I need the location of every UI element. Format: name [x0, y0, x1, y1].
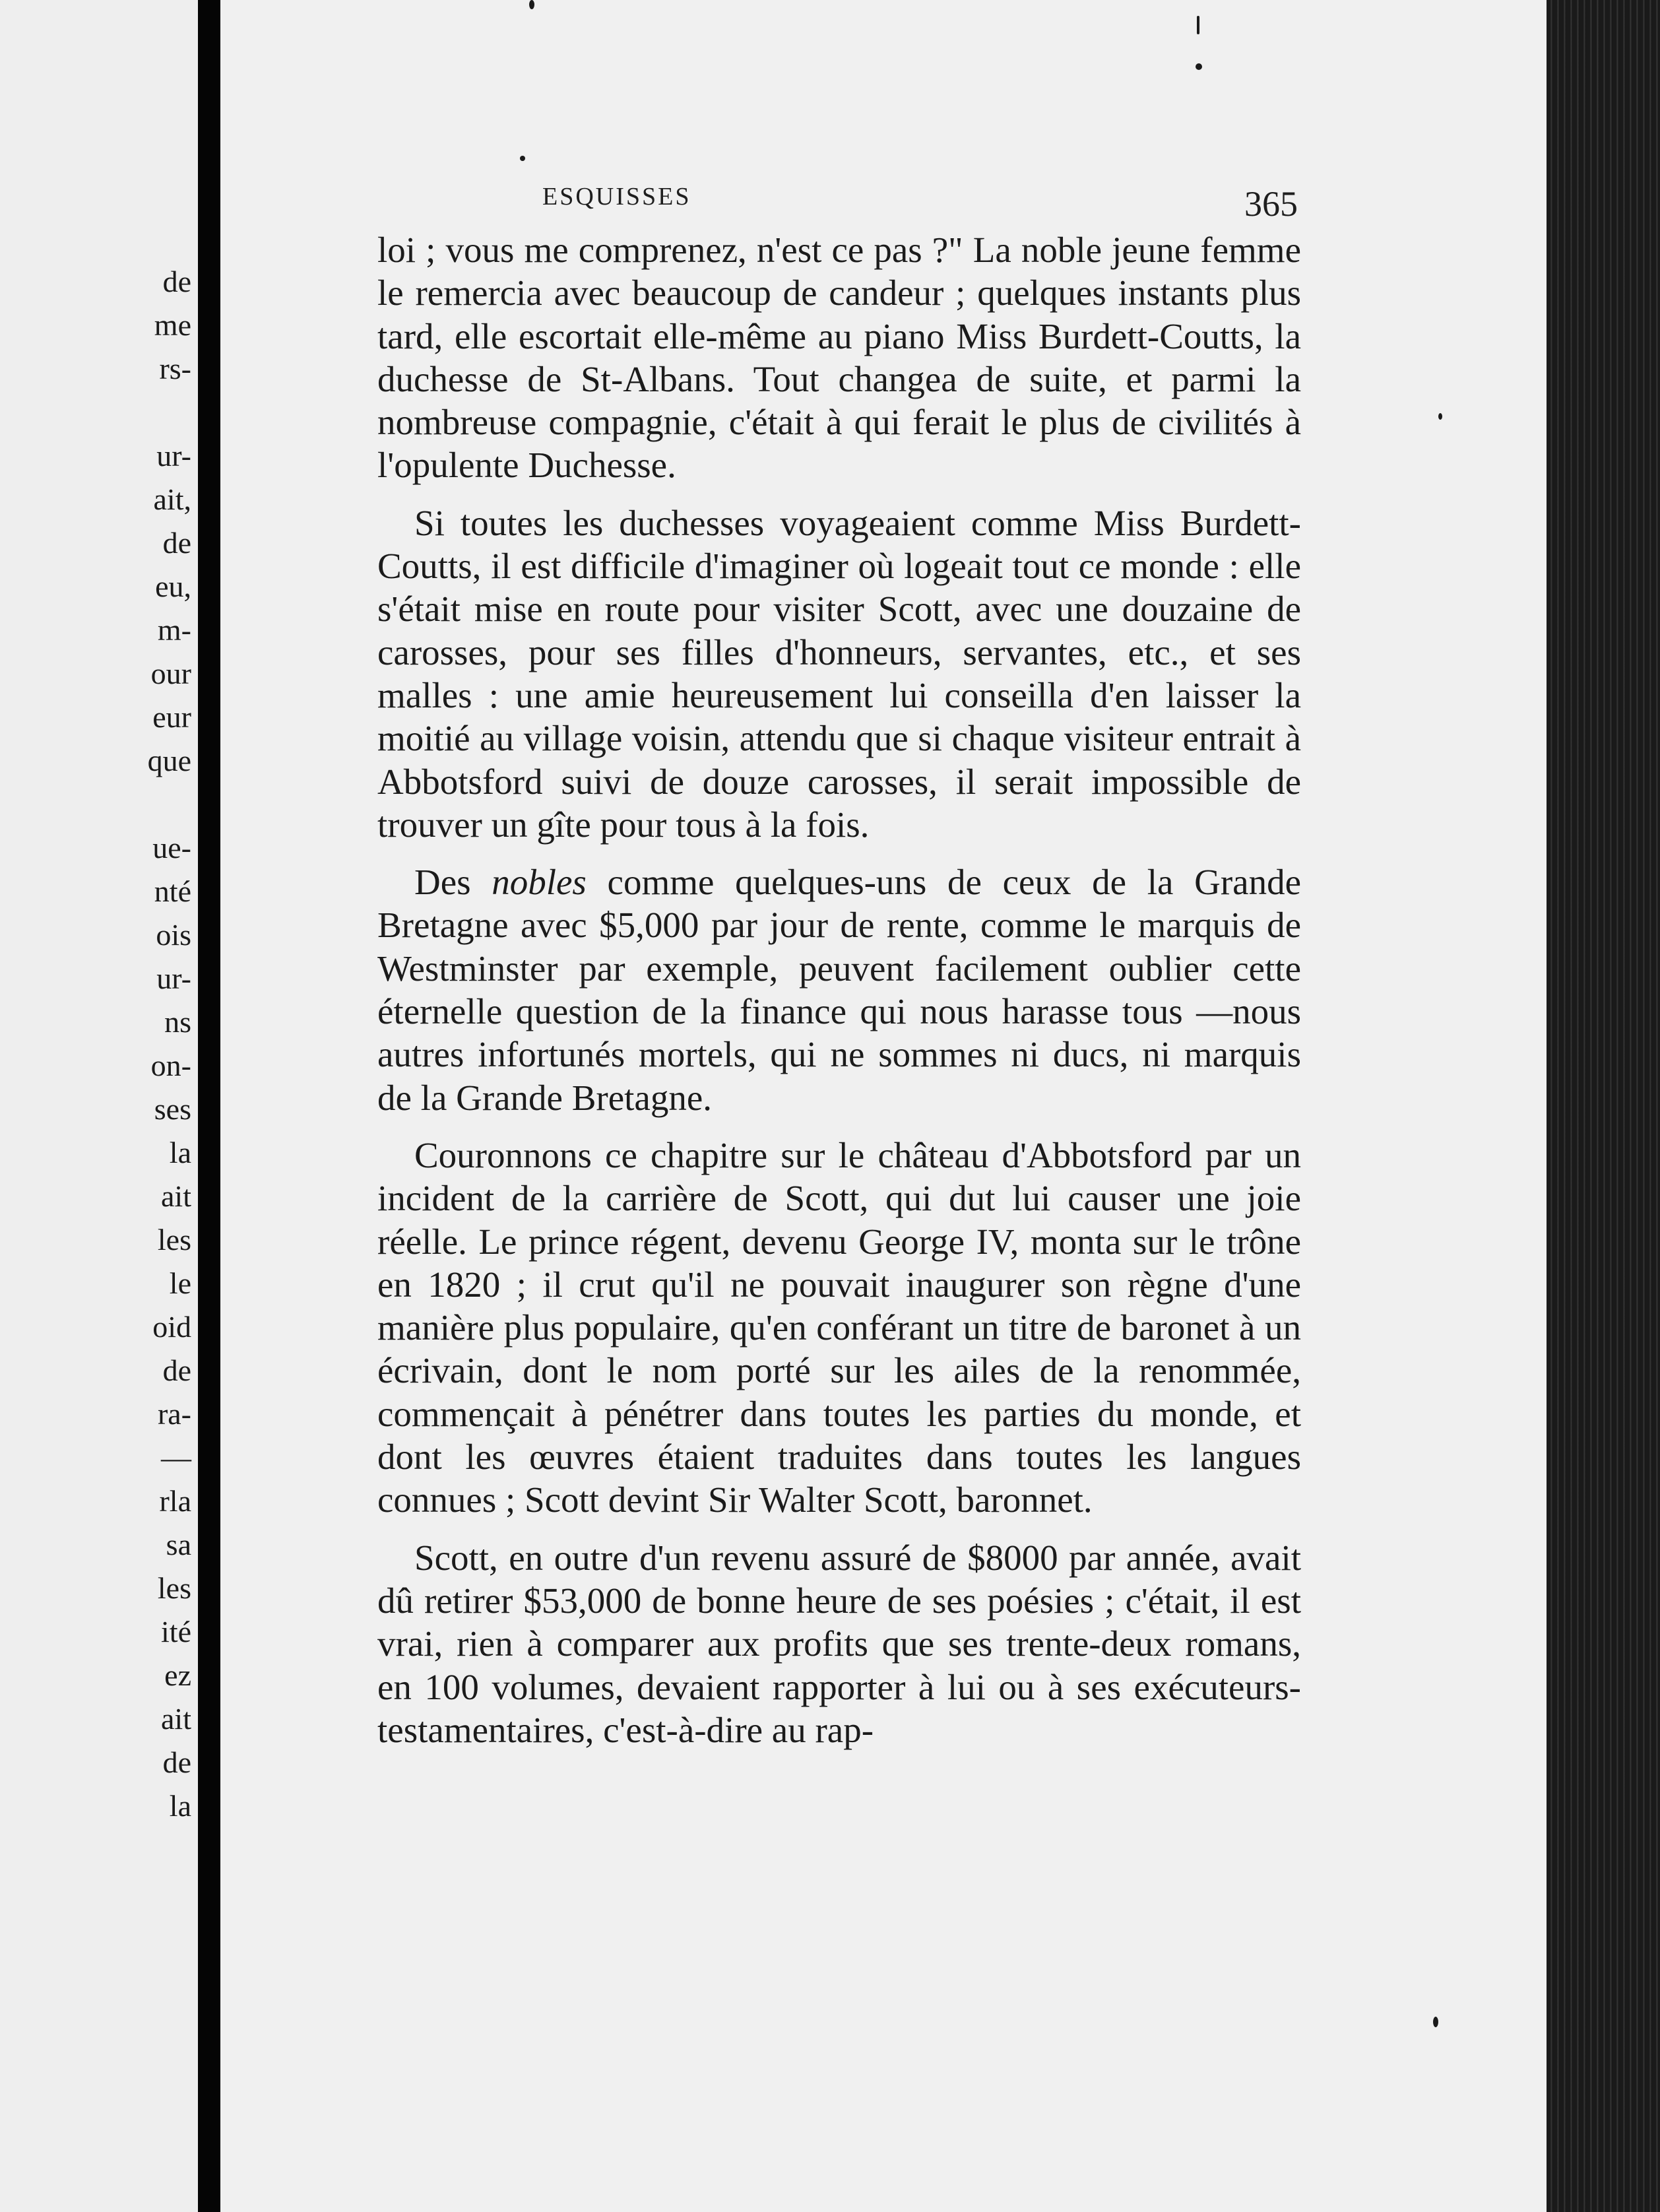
- left-margin-fragment: ait: [161, 1179, 191, 1213]
- paragraph-text: comme quelques-uns de ceux de la Grande Bretagne avec $5,000 par jour de rente, comme le marquis de Westminster par exemple, peuvent facilement oublier cette éternelle question de la finance qui nous harasse tous —nous autres infortunés mortels, qui ne sommes ni ducs, ni marquis de la Grande Bretagne.: [377, 862, 1301, 1118]
- book-gutter: [198, 0, 220, 2212]
- left-margin-fragment: de: [162, 1353, 191, 1387]
- left-margin-fragment: de: [162, 526, 191, 560]
- ink-speck: [1197, 16, 1199, 34]
- ink-speck: [529, 0, 534, 9]
- emphasis-nobles: nobles: [492, 862, 587, 903]
- left-margin-fragment: ait: [161, 1702, 191, 1736]
- left-margin-fragment: le: [169, 1266, 191, 1300]
- left-margin-fragment: ez: [164, 1658, 191, 1692]
- left-margin-fragment: de: [162, 1745, 191, 1779]
- left-margin-fragment: rla: [159, 1484, 191, 1518]
- left-margin-fragment: our: [150, 657, 191, 690]
- paragraph: loi ; vous me comprenez, n'est ce pas ?" La noble jeune femme le remercia avec beaucoup de candeur ; quelques instants plus tard, elle escortait elle-même au piano Miss Burdett-Coutts, la duchesse de St-Albans. Tout changea de suite, et parmi la nombreuse compagnie, c'était à qui ferait le plus de civilités à l'opulente Duchesse.: [377, 230, 1301, 486]
- left-margin-fragment: que: [147, 744, 191, 777]
- left-margin-fragment: m-: [157, 613, 191, 647]
- paragraph: Si toutes les duchesses voyageaient comme Miss Burdett-Coutts, il est difficile d'imaginer où logeait tout ce monde : elle s'était mise en route pour visiter Scott, avec une douzaine de carosses, pour ses filles d'honneurs, servantes, etc., et ses malles : une amie heureusement lui conseilla d'en laisser la moitié au village voisin, attendu que si chaque visiteur entrait à Abbotsford suivi de douze carosses, il serait impossible de trouver un gîte pour tous à la fois.: [377, 502, 1301, 845]
- ink-speck: [1438, 413, 1442, 420]
- paragraph: [377, 861, 1301, 1119]
- left-margin-fragment: eu,: [155, 569, 191, 603]
- left-margin-fragment: ue-: [152, 831, 191, 864]
- left-margin-fragment: les: [157, 1223, 191, 1256]
- ink-speck: [1196, 63, 1202, 70]
- running-head: ESQUISSES: [542, 183, 691, 211]
- ink-speck: [1433, 2017, 1438, 2027]
- left-margin-fragment: me: [154, 308, 191, 342]
- page-edge-stack: [1547, 0, 1660, 2212]
- left-margin-fragment: eur: [152, 700, 191, 734]
- left-margin-fragment: ses: [154, 1092, 191, 1126]
- left-margin-fragment: la: [169, 1136, 191, 1169]
- left-margin-fragment: ité: [161, 1615, 191, 1648]
- left-margin-fragment: ois: [156, 918, 191, 952]
- left-margin-fragment: on-: [150, 1049, 191, 1082]
- left-margin-fragment: ur-: [156, 439, 191, 472]
- left-margin-fragment: —: [161, 1441, 191, 1474]
- paragraph-text: Des: [414, 862, 492, 903]
- left-margin-fragment: de: [162, 265, 191, 298]
- paragraph: Scott, en outre d'un revenu assuré de $8000 par année, avait dû retirer $53,000 de bonne heure de ses poésies ; c'était, il est vrai, rien à comparer aux profits que ses trente-deux romans, en 100 volumes, devaient rapporter à lui ou à ses exécuteurs-testamentaires, c'est-à-dire au rap-: [377, 1537, 1301, 1750]
- left-facing-page: [0, 0, 198, 2212]
- page-number: 365: [1244, 184, 1298, 224]
- left-margin-fragment: nté: [154, 874, 191, 908]
- paragraph: Couronnons ce chapitre sur le château d'Abbotsford par un incident de la carrière de Scott, qui dut lui causer une joie réelle. Le prince régent, devenu George IV, monta sur le trône en 1820 ; il crut qu'il ne pouvait inaugurer son règne d'une manière plus populaire, qu'en conférant un titre de baronet à un écrivain, dont le nom porté sur les ailes de la renommée, commençait à pénétrer dans toutes les parties du monde, et dont les œuvres étaient traduites dans toutes les langues connues ; Scott devint Sir Walter Scott, baronnet.: [377, 1134, 1301, 1520]
- left-margin-fragment: les: [157, 1571, 191, 1605]
- ink-speck: [520, 156, 525, 161]
- left-margin-fragment: sa: [166, 1528, 191, 1561]
- left-margin-fragment: ait,: [153, 482, 191, 516]
- left-margin-fragment: rs-: [159, 352, 191, 385]
- left-margin-fragment: ra-: [157, 1397, 191, 1431]
- left-margin-fragment: ur-: [156, 961, 191, 995]
- left-margin-fragment: ns: [164, 1005, 191, 1039]
- left-margin-fragment: la: [169, 1789, 191, 1823]
- left-margin-fragment: oid: [152, 1310, 191, 1344]
- body-text: [377, 228, 1301, 1766]
